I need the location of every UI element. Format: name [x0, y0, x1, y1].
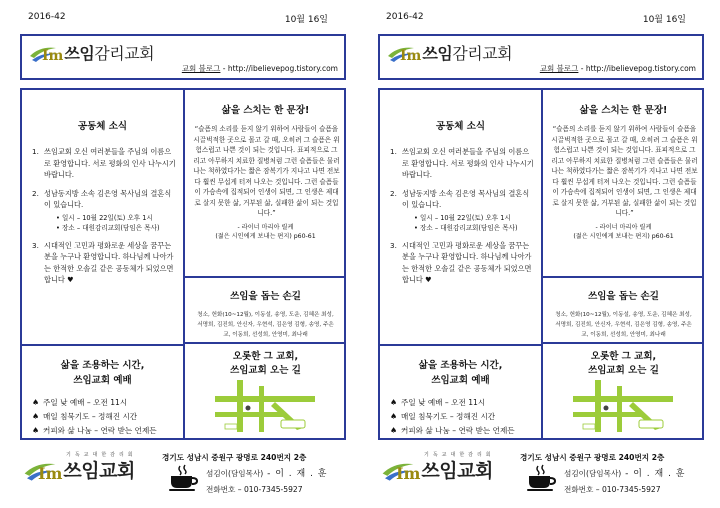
hands-names: 청소, 헌화(10~12월), 이동설, 송영, 도운, 김혜은 최성, 서명희, 김진희, 안신자, 우현석, 김은영 김형, 송영, 주은교, 이동희, 선성희, 안영미, 최나래 [555, 312, 692, 338]
blog-url-link[interactable]: http://ibelievepog.tistory.com [585, 64, 696, 73]
directions-title-line1: 오롯한 그 교회, [232, 351, 299, 362]
quote-section [543, 90, 704, 276]
content-grid [20, 88, 346, 440]
footer [378, 448, 704, 504]
news-item-number: 1. [32, 147, 39, 156]
news-list [390, 146, 535, 286]
church-phone: 전화번호 – 010-7345-5927 [206, 485, 303, 494]
blog-label: 교회 블로그 [181, 64, 221, 73]
directions-title [543, 350, 704, 378]
worship-title [22, 358, 183, 388]
worship-item-text: 주일 낮 예배 – 오전 11시 [43, 398, 128, 407]
blog-url-link[interactable]: http://ibelievepog.tistory.com [227, 64, 338, 73]
worship-title-line1: 삶을 조용하는 시간, [418, 360, 503, 371]
worship-item-text: 커피와 삶 나눔 – 연락 받는 언제든 [43, 426, 157, 435]
worship-list [390, 396, 535, 438]
denomination-label: 기독교대한감리회 [424, 452, 495, 458]
news-item-text: 성남동지방 소속 김은영 목사님의 결혼식이 있습니다. [402, 188, 530, 209]
news-item-text: 성남동지방 소속 김은영 목사님의 결혼식이 있습니다. [44, 188, 172, 209]
quote-text: “슬픔의 소리를 듣지 않기 위하여 사람들이 슬픔을 시끌벅적한 곳으로 몰고 갈 때, 오히려 그 슬픔은 위험스럽고 나쁜 것이 되는 것입니다. 표피적으로 그리고 아무하지 치료한 질병처럼 그런 슬픔들은 물러나는 척하였다가는 짧은 잠복기가 지나고 나면 전보다 훨씬 무섭게 터져 나오는 것입니다. 그런 슬픔들이 가슴속에 집적되어 인생이 되면, 그 인생은 제대로 살지 못한 삶, 거부된 삶, 실패한 삶이 되는 것입니다.” [193, 125, 340, 217]
worship-item [390, 410, 535, 424]
map-illustration-icon [215, 380, 315, 432]
community-news-section [22, 90, 183, 344]
church-address: 경기도 성남시 중원구 광명로 240번지 2층 [162, 453, 307, 462]
worship-item-text: 주일 낮 예배 – 오전 11시 [401, 398, 486, 407]
pastor-name: - 이 . 재 . 훈 [263, 469, 328, 479]
news-item-text: 쓰임교회 오신 여러분들을 주님의 이름으로 환영합니다. 서로 평화의 인사 나누시기 바랍니다. [402, 147, 534, 179]
spade-icon: ♠ [32, 426, 40, 435]
quote-source: (젊은 시인에게 보내는 편지) p60-61 [573, 232, 674, 240]
quote-author: - 라이너 마리아 릴케 [237, 223, 294, 231]
footer-logo [22, 452, 137, 483]
wedding-place: • 장소 – 대원감리교회(담임은 목사) [414, 223, 518, 232]
content-grid [378, 88, 704, 440]
pastor-role: 섬김이(담임목사) [564, 469, 622, 478]
coffee-cup-icon [168, 462, 198, 492]
directions-section [543, 344, 704, 440]
issue-number: 2016-42 [28, 12, 66, 22]
wedding-time: • 일시 – 10월 22일(토) 오후 1시 [56, 213, 153, 222]
footer-logo-name: 쓰임교회 [421, 460, 493, 482]
worship-item [390, 424, 535, 438]
pastor-line [206, 466, 346, 482]
news-title: 공동체 소식 [435, 121, 486, 132]
bulletin-page [8, 0, 356, 508]
blog-separator: - [578, 64, 586, 73]
worship-title-line2: 쓰임교회 예배 [431, 375, 490, 386]
issue-date: 10월 16일 [284, 15, 328, 25]
worship-item-text: 매일 침묵기도 – 정해진 시간 [401, 412, 496, 421]
worship-section [22, 346, 183, 440]
logo-name [64, 41, 154, 64]
helping-hands-section [185, 278, 346, 342]
top-line [378, 12, 694, 26]
logo-im: Im [400, 48, 422, 64]
directions-title-line2: 쓰임교회 오는 길 [230, 365, 301, 376]
worship-list [32, 396, 177, 438]
top-line [20, 12, 336, 26]
worship-title [380, 358, 541, 388]
directions-title [185, 350, 346, 378]
worship-item [32, 410, 177, 424]
wedding-time: • 일시 – 10월 22일(토) 오후 1시 [414, 213, 511, 222]
quote-title: 삶을 스치는 한 문장! [221, 105, 310, 116]
news-list [32, 146, 177, 286]
quote-section [185, 90, 346, 276]
community-news-section [380, 90, 541, 344]
spade-icon: ♠ [390, 412, 398, 421]
blog-line [540, 63, 696, 74]
footer-logo-im: Im [38, 464, 63, 483]
news-item [32, 146, 177, 181]
news-title: 공동체 소식 [77, 121, 128, 132]
spade-icon: ♠ [390, 398, 398, 407]
pastor-name: - 이 . 재 . 훈 [621, 469, 686, 479]
directions-title-line1: 오롯한 그 교회, [590, 351, 657, 362]
footer [20, 448, 346, 504]
news-item [32, 188, 177, 233]
church-logo [28, 40, 154, 64]
worship-section [380, 346, 541, 440]
news-item-number: 1. [390, 147, 397, 156]
footer-logo-im: Im [396, 464, 421, 483]
church-address: 경기도 성남시 중원구 광명로 240번지 2층 [520, 453, 665, 462]
news-item [390, 188, 535, 233]
news-item-number: 3. [32, 240, 39, 250]
quote-text: “슬픔의 소리를 듣지 않기 위하여 사람들이 슬픔을 시끌벅적한 곳으로 몰고 갈 때, 오히려 그 슬픔은 위험스럽고 나쁜 것이 되는 것입니다. 표피적으로 그리고 아무하지 치료한 질병처럼 그런 슬픔들은 물러나는 척하였다가는 짧은 잠복기가 지나고 나면 전보다 훨씬 무섭게 터져 나오는 것입니다. 그런 슬픔들이 가슴속에 집적되어 인생이 되면, 그 인생은 제대로 살지 못한 삶, 거부된 삶, 실패한 삶이 되는 것입니다.” [551, 125, 698, 217]
worship-item-text: 커피와 삶 나눔 – 연락 받는 언제든 [401, 426, 515, 435]
church-phone: 전화번호 – 010-7345-5927 [564, 485, 661, 494]
directions-title-line2: 쓰임교회 오는 길 [588, 365, 659, 376]
news-item-number: 2. [32, 188, 39, 198]
logo-name-rest: 감리교회 [94, 44, 155, 63]
blog-separator: - [220, 64, 228, 73]
logo-name [422, 41, 512, 64]
worship-item-text: 매일 침묵기도 – 정해진 시간 [43, 412, 138, 421]
church-logo [386, 40, 512, 64]
logo-name-rest: 감리교회 [452, 44, 513, 63]
worship-item [32, 396, 177, 410]
news-item-number: 2. [390, 188, 397, 198]
issue-date: 10월 16일 [642, 15, 686, 25]
news-item [32, 240, 177, 286]
worship-title-line1: 삶을 조용하는 시간, [60, 360, 145, 371]
blog-label: 교회 블로그 [539, 64, 579, 73]
logo-im: Im [42, 48, 64, 64]
quote-title: 삶을 스치는 한 문장! [579, 105, 668, 116]
hands-title: 쓰임을 돕는 손길 [230, 291, 301, 302]
header-box [378, 34, 704, 80]
news-item-text: 시대적인 고민과 평화로운 세상을 꿈꾸는 분을 누구나 환영합니다. 하나님께 나아가는 한적한 오솔길 같은 공동체가 되었으면 합니다 ♥ [402, 240, 532, 284]
blog-line [182, 63, 338, 74]
pastor-line [564, 466, 704, 482]
pastor-role: 섬김이(담임목사) [206, 469, 264, 478]
worship-title-line2: 쓰임교회 예배 [73, 375, 132, 386]
news-item [390, 146, 535, 181]
wedding-place: • 장소 – 대원감리교회(담임은 목사) [56, 223, 160, 232]
bulletin-page [366, 0, 714, 508]
footer-logo-name: 쓰임교회 [63, 460, 135, 482]
hands-title: 쓰임을 돕는 손길 [588, 291, 659, 302]
coffee-cup-icon [526, 462, 556, 492]
worship-item [32, 424, 177, 438]
worship-item [390, 396, 535, 410]
news-item [390, 240, 535, 286]
spade-icon: ♠ [32, 398, 40, 407]
hands-names: 청소, 헌화(10~12월), 이동설, 송영, 도운, 김혜은 최성, 서명희, 김진희, 안신자, 우현석, 김은영 김형, 송영, 주은교, 이동희, 선성희, 안영미, 최나래 [197, 312, 334, 338]
footer-logo [380, 452, 495, 483]
directions-section [185, 344, 346, 440]
spade-icon: ♠ [390, 426, 398, 435]
quote-author: - 라이너 마리아 릴케 [595, 223, 652, 231]
spade-icon: ♠ [32, 412, 40, 421]
news-item-number: 3. [390, 240, 397, 250]
news-item-text: 시대적인 고민과 평화로운 세상을 꿈꾸는 분을 누구나 환영합니다. 하나님께 나아가는 한적한 오솔길 같은 공동체가 되었으면 합니다 ♥ [44, 240, 174, 284]
quote-source: (젊은 시인에게 보내는 편지) p60-61 [215, 232, 316, 240]
church-info [162, 450, 346, 498]
header-box [20, 34, 346, 80]
helping-hands-section [543, 278, 704, 342]
logo-name-bold: 쓰임 [422, 44, 453, 63]
church-info [520, 450, 704, 498]
denomination-label: 기독교대한감리회 [66, 452, 137, 458]
logo-name-bold: 쓰임 [64, 44, 95, 63]
issue-number: 2016-42 [386, 12, 424, 22]
news-item-text: 쓰임교회 오신 여러분들을 주님의 이름으로 환영합니다. 서로 평화의 인사 나누시기 바랍니다. [44, 147, 176, 179]
map-illustration-icon [573, 380, 673, 432]
